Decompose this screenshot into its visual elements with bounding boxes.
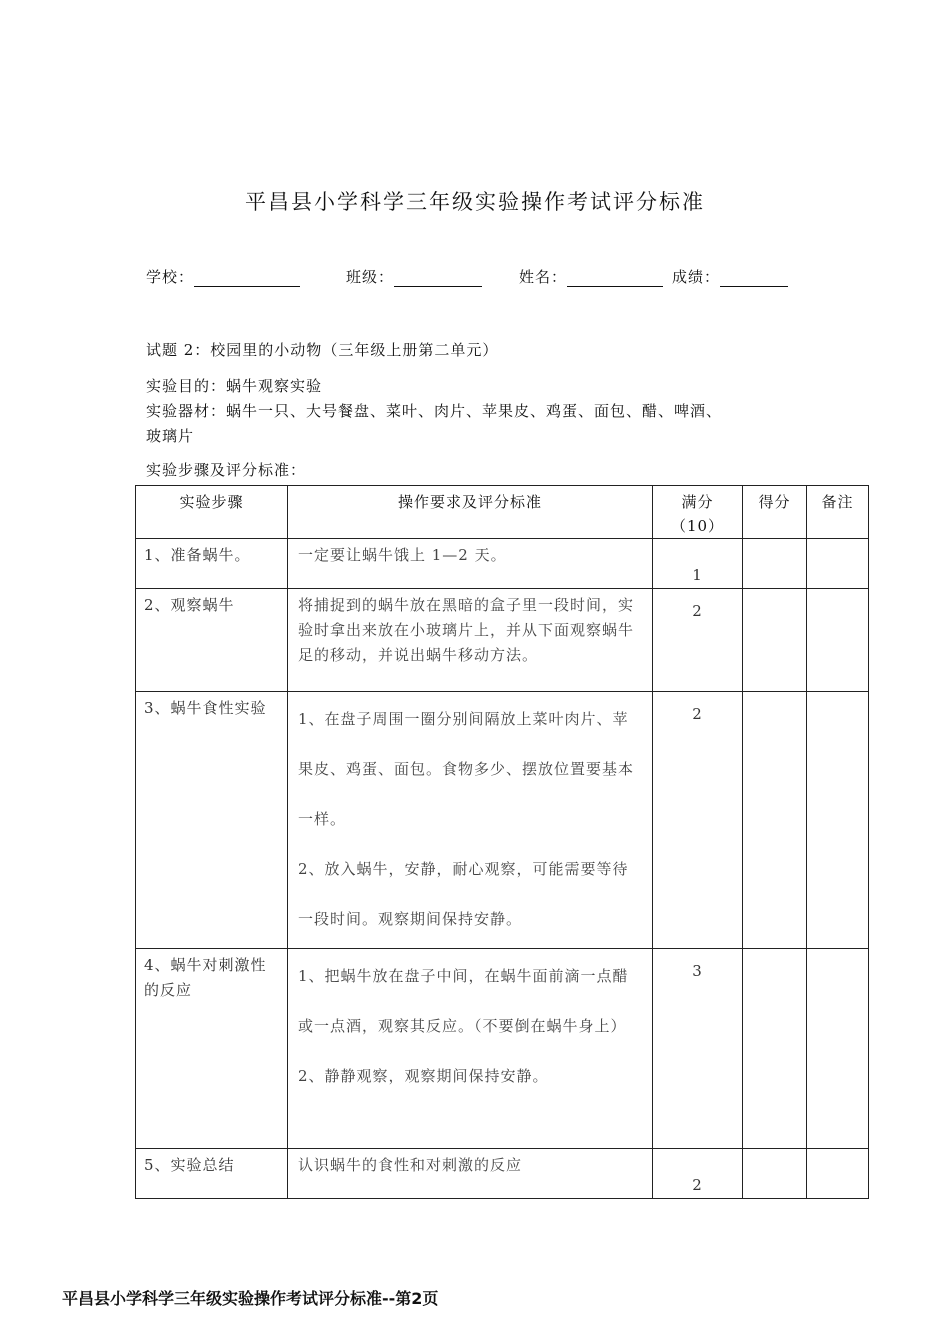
class-blank[interactable]: [394, 270, 482, 287]
score-label: 成绩：: [672, 268, 721, 286]
exam-topic: 试题 2：校园里的小动物（三年级上册第二单元）: [146, 341, 499, 359]
table-row: [136, 692, 869, 949]
notes-cell[interactable]: [807, 1149, 869, 1199]
header-score: 得分: [743, 486, 807, 539]
points-cell: 2: [653, 589, 743, 692]
score-cell[interactable]: [743, 949, 807, 1149]
name-field: [519, 266, 663, 287]
requirement-cell: 一定要让蜗牛饿上 1—2 天。: [288, 539, 653, 589]
notes-cell[interactable]: [807, 692, 869, 949]
page-title: 平昌县小学科学三年级实验操作考试评分标准: [245, 190, 705, 214]
points-cell: 2: [653, 692, 743, 949]
requirement-cell: 认识蜗牛的食性和对刺激的反应: [288, 1149, 653, 1199]
table-row: [136, 539, 869, 589]
points-cell: 2: [653, 1149, 743, 1199]
exam-materials-line2: 玻璃片: [146, 427, 195, 445]
points-cell: 1: [653, 539, 743, 589]
table-row: [136, 949, 869, 1149]
step-cell: 4、蜗牛对刺激性的反应: [136, 949, 288, 1149]
exam-materials-line1: 实验器材：蜗牛一只、大号餐盘、菜叶、肉片、苹果皮、鸡蛋、面包、醋、啤酒、: [146, 402, 723, 420]
requirement-item: 2、静静观察，观察期间保持安静。: [298, 1067, 549, 1085]
score-field: [672, 266, 788, 287]
requirement-item: 2、放入蜗牛，安静，耐心观察，可能需要等待一段时间。观察期间保持安静。: [298, 860, 629, 928]
requirement-cell: 将捕捉到的蜗牛放在黑暗的盒子里一段时间，实验时拿出来放在小玻璃片上，并从下面观察蜗牛足的移动，并说出蜗牛移动方法。: [288, 589, 653, 692]
name-blank[interactable]: [567, 270, 663, 287]
step-cell: 1、准备蜗牛。: [136, 539, 288, 589]
class-label: 班级：: [346, 268, 395, 286]
exam-purpose: 实验目的：蜗牛观察实验: [146, 377, 323, 395]
school-blank[interactable]: [194, 270, 300, 287]
school-field: [146, 266, 300, 287]
score-cell[interactable]: [743, 539, 807, 589]
steps-heading: 实验步骤及评分标准：: [146, 461, 307, 479]
header-notes: 备注: [807, 486, 869, 539]
header-requirement: 操作要求及评分标准: [288, 486, 653, 539]
page-footer: 平昌县小学科学三年级实验操作考试评分标准--第2页: [62, 1289, 439, 1308]
step-cell: 2、观察蜗牛: [136, 589, 288, 692]
requirement-cell: [288, 692, 653, 949]
points-cell: 3: [653, 949, 743, 1149]
table-header-row: [136, 486, 869, 539]
score-cell[interactable]: [743, 1149, 807, 1199]
step-cell: 3、蜗牛食性实验: [136, 692, 288, 949]
score-blank[interactable]: [720, 270, 788, 287]
score-cell[interactable]: [743, 589, 807, 692]
requirement-item: 1、在盘子周围一圈分别间隔放上菜叶肉片、苹果皮、鸡蛋、面包。食物多少、摆放位置要基本一样。: [298, 710, 635, 828]
notes-cell[interactable]: [807, 949, 869, 1149]
name-label: 姓名：: [519, 268, 568, 286]
class-field: [346, 266, 482, 287]
notes-cell[interactable]: [807, 589, 869, 692]
header-full-score: [653, 486, 743, 539]
requirement-cell: [288, 949, 653, 1149]
notes-cell[interactable]: [807, 539, 869, 589]
step-cell: 5、实验总结: [136, 1149, 288, 1199]
requirement-item: 1、把蜗牛放在盘子中间，在蜗牛面前滴一点醋或一点酒，观察其反应。（不要倒在蜗牛身上）: [298, 967, 629, 1035]
score-cell[interactable]: [743, 692, 807, 949]
header-full-score-label: 满分: [681, 493, 714, 511]
header-step: 实验步骤: [136, 486, 288, 539]
table-row: [136, 589, 869, 692]
table-row: [136, 1149, 869, 1199]
header-full-score-total: （10）: [670, 517, 725, 535]
school-label: 学校：: [146, 268, 195, 286]
grading-table: [135, 485, 869, 1199]
